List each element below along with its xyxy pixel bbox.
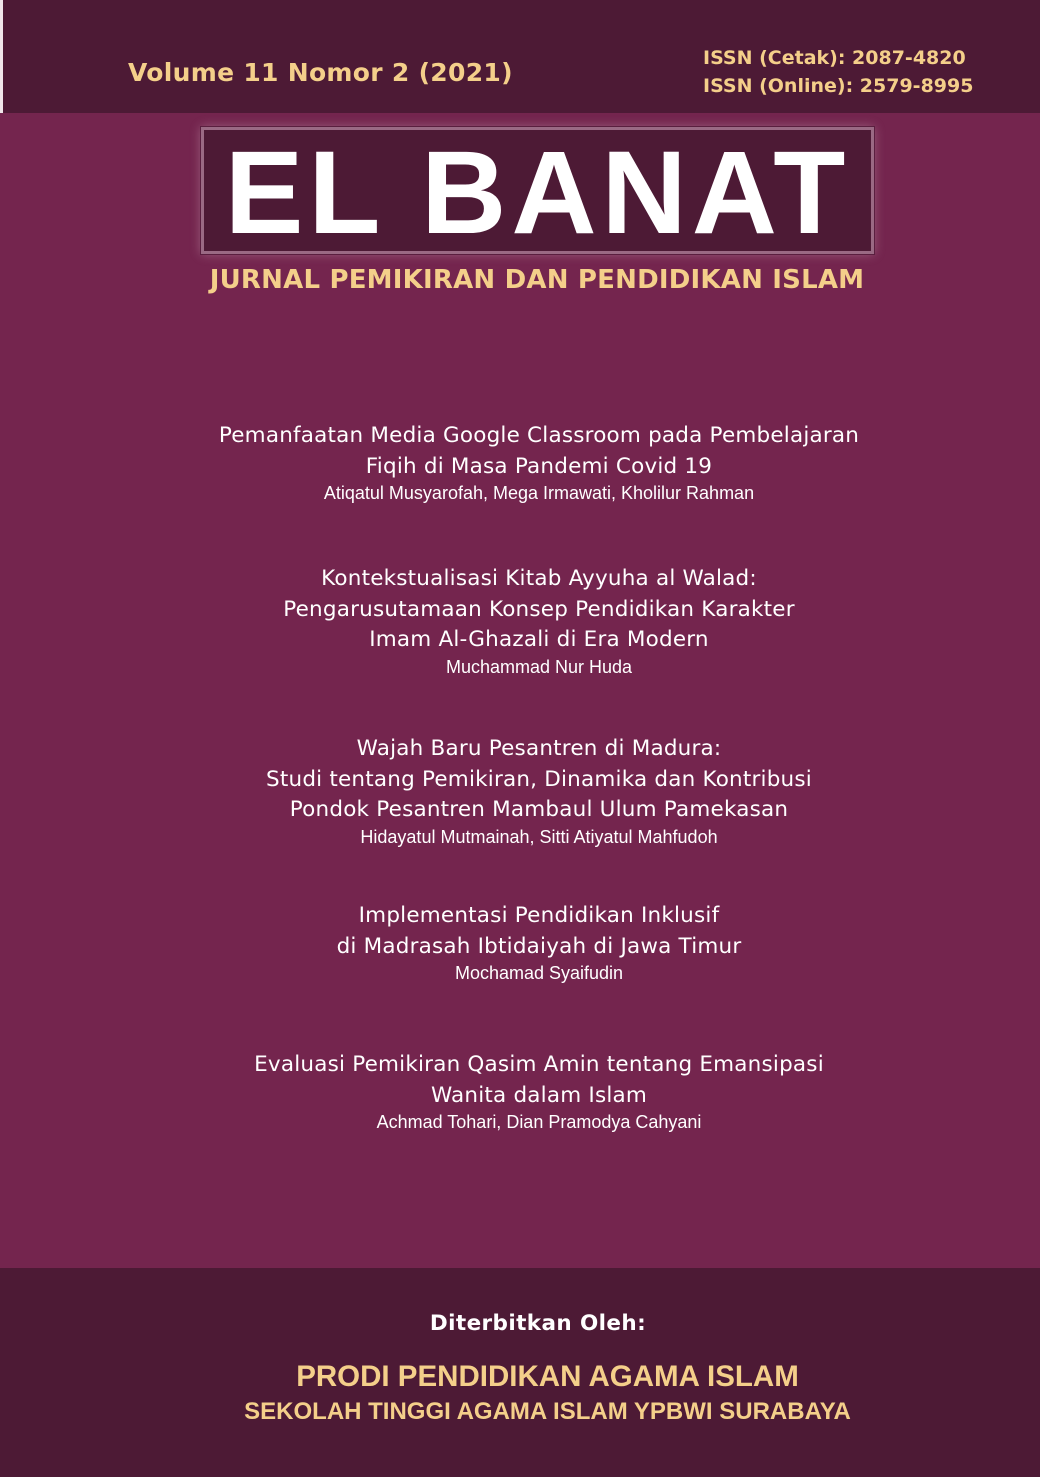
article-entry	[0, 1050, 1040, 1133]
article-authors: Mochamad Syaifudin	[454, 963, 624, 983]
article-title: Pemanfaatan Media Google Classroom pada Pembelajaran Fiqih di Masa Pandemi Covid 19	[218, 423, 860, 479]
issn-print: ISSN (Cetak): 2087-4820	[703, 47, 966, 69]
journal-subtitle: JURNAL PEMIKIRAN DAN PENDIDIKAN ISLAM	[209, 265, 865, 295]
journal-title-box	[201, 126, 874, 259]
volume-issue: Volume 11 Nomor 2 (2021)	[128, 58, 513, 87]
publisher-label: Diterbitkan Oleh:	[429, 1311, 647, 1336]
article-authors: Hidayatul Mutmainah, Sitti Atiyatul Mahfudoh	[360, 826, 718, 847]
article-title: Wajah Baru Pesantren di Madura: Studi tentang Pemikiran, Dinamika dan Kontribusi Pondok Pesantren Mambaul Ulum Pamekasan	[266, 736, 812, 822]
publisher-name: PRODI PENDIDIKAN AGAMA ISLAM	[296, 1360, 799, 1393]
article-authors: Muchammad Nur Huda	[445, 656, 633, 677]
article-authors: Achmad Tohari, Dian Pramodya Cahyani	[376, 1112, 702, 1132]
issn-online: ISSN (Online): 2579-8995	[703, 75, 974, 97]
article-entry	[0, 421, 1040, 504]
article-entry	[0, 901, 1040, 984]
article-authors: Atiqatul Musyarofah, Mega Irmawati, Kholilur Rahman	[323, 483, 755, 503]
journal-title: EL BANAT	[224, 126, 851, 259]
article-title: Implementasi Pendidikan Inklusif di Madrasah Ibtidaiyah di Jawa Timur	[336, 903, 742, 959]
article-title: Evaluasi Pemikiran Qasim Amin tentang Emansipasi Wanita dalam Islam	[254, 1052, 824, 1108]
article-entry	[0, 564, 1040, 678]
article-entry	[0, 734, 1040, 848]
publisher-institution: SEKOLAH TINGGI AGAMA ISLAM YPBWI SURABAYA	[244, 1398, 851, 1425]
article-title: Kontekstualisasi Kitab Ayyuha al Walad: Pengarusutamaan Konsep Pendidikan Karakter Imam Al-Ghazali di Era Modern	[283, 566, 795, 652]
